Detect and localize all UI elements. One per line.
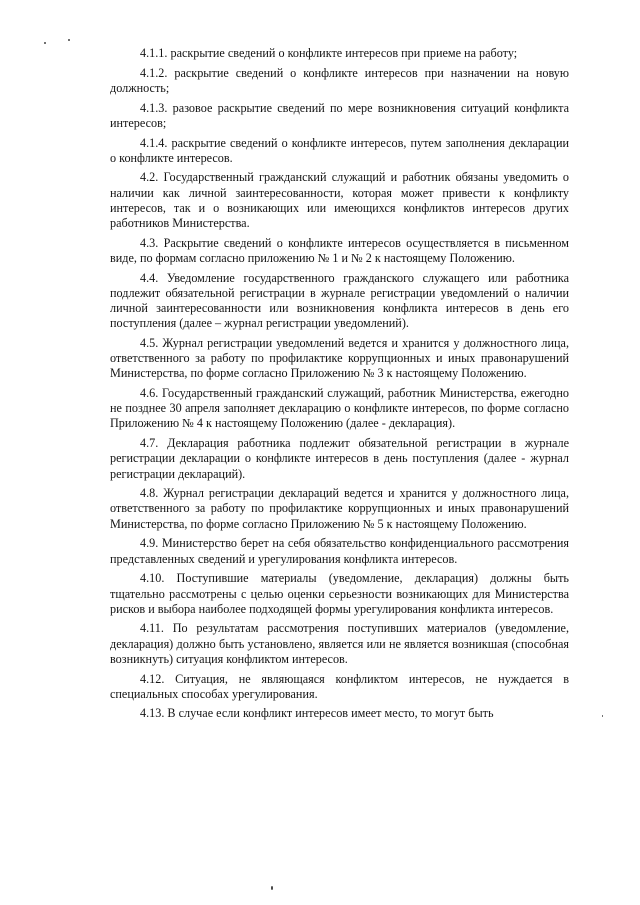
scan-speck (68, 39, 70, 41)
scan-speck (271, 886, 273, 890)
paragraph-4-7: 4.7. Декларация работника подлежит обязательной регистрации в журнале регистрации декларации о конфликте интересов в день поступления (далее - журнал регистрации деклараций). (110, 436, 569, 481)
paragraph-4-1-4: 4.1.4. раскрытие сведений о конфликте интересов, путем заполнения декларации о конфликте интересов. (110, 135, 569, 165)
paragraph-4-13: 4.13. В случае если конфликт интересов имеет место, то могут быть (140, 706, 494, 721)
paragraph-4-6: 4.6. Государственный гражданский служащий, работник Министерства, ежегодно не позднее 30 апреля заполняет декларацию о конфликте интересов, по форме согласно Приложению № 4 к настоящему Положению (далее - декларация). (110, 386, 569, 431)
document-body (110, 46, 569, 726)
scan-speck (44, 42, 46, 44)
scan-speck (602, 715, 603, 717)
paragraph-4-8: 4.8. Журнал регистрации деклараций ведется и хранится у должностного лица, ответственного за работу по профилактике коррупционных и иных правонарушений Министерства, по форме согласно Приложению № 5 к настоящему Положению. (110, 486, 569, 531)
paragraph-4-1-2: 4.1.2. раскрытие сведений о конфликте интересов при назначении на новую должность; (110, 65, 569, 95)
paragraph-4-4: 4.4. Уведомление государственного гражданского служащего или работника подлежит обязательной регистрации в журнале регистрации уведомлений о наличии личной заинтересованности или возникновения конфликта интересов в день его поступления (далее – журнал регистрации уведомлений). (110, 270, 569, 331)
paragraph-4-5: 4.5. Журнал регистрации уведомлений ведется и хранится у должностного лица, ответственного за работу по профилактике коррупционных и иных правонарушений Министерства, по форме согласно Приложению № 3 к настоящему Положению. (110, 335, 569, 381)
paragraph-4-1-1: 4.1.1. раскрытие сведений о конфликте интересов при приеме на работу; (140, 46, 518, 60)
paragraph-4-9: 4.9. Министерство берет на себя обязательство конфиденциального рассмотрения представленных сведений и урегулирования конфликта интересов. (110, 536, 569, 566)
paragraph-4-12: 4.12. Ситуация, не являющаяся конфликтом интересов, не нуждается в специальных способах урегулирования. (110, 671, 569, 701)
paragraph-4-10: 4.10. Поступившие материалы (уведомление, декларация) должны быть тщательно рассмотрены с целью оценки серьезности возникающих для Министерства рисков и выбора наиболее подходящей формы урегулирования конфликта интересов. (110, 571, 569, 616)
paragraph-4-11: 4.11. По результатам рассмотрения поступивших материалов (уведомление, декларация) должно быть установлено, является или не является возникшая (способная возникнуть) ситуация конфликтом интересов. (110, 621, 569, 666)
paragraph-4-3: 4.3. Раскрытие сведений о конфликте интересов осуществляется в письменном виде, по формам согласно приложению № 1 и № 2 к настоящему Положению. (110, 235, 569, 265)
paragraph-4-1-3: 4.1.3. разовое раскрытие сведений по мере возникновения ситуаций конфликта интересов; (110, 100, 569, 130)
paragraph-4-2: 4.2. Государственный гражданский служащий и работник обязаны уведомить о наличии как личной заинтересованности, которая может привести к конфликту интересов, так и о возникающих или имеющихся конфликтов интересов других работников Министерства. (110, 170, 569, 231)
